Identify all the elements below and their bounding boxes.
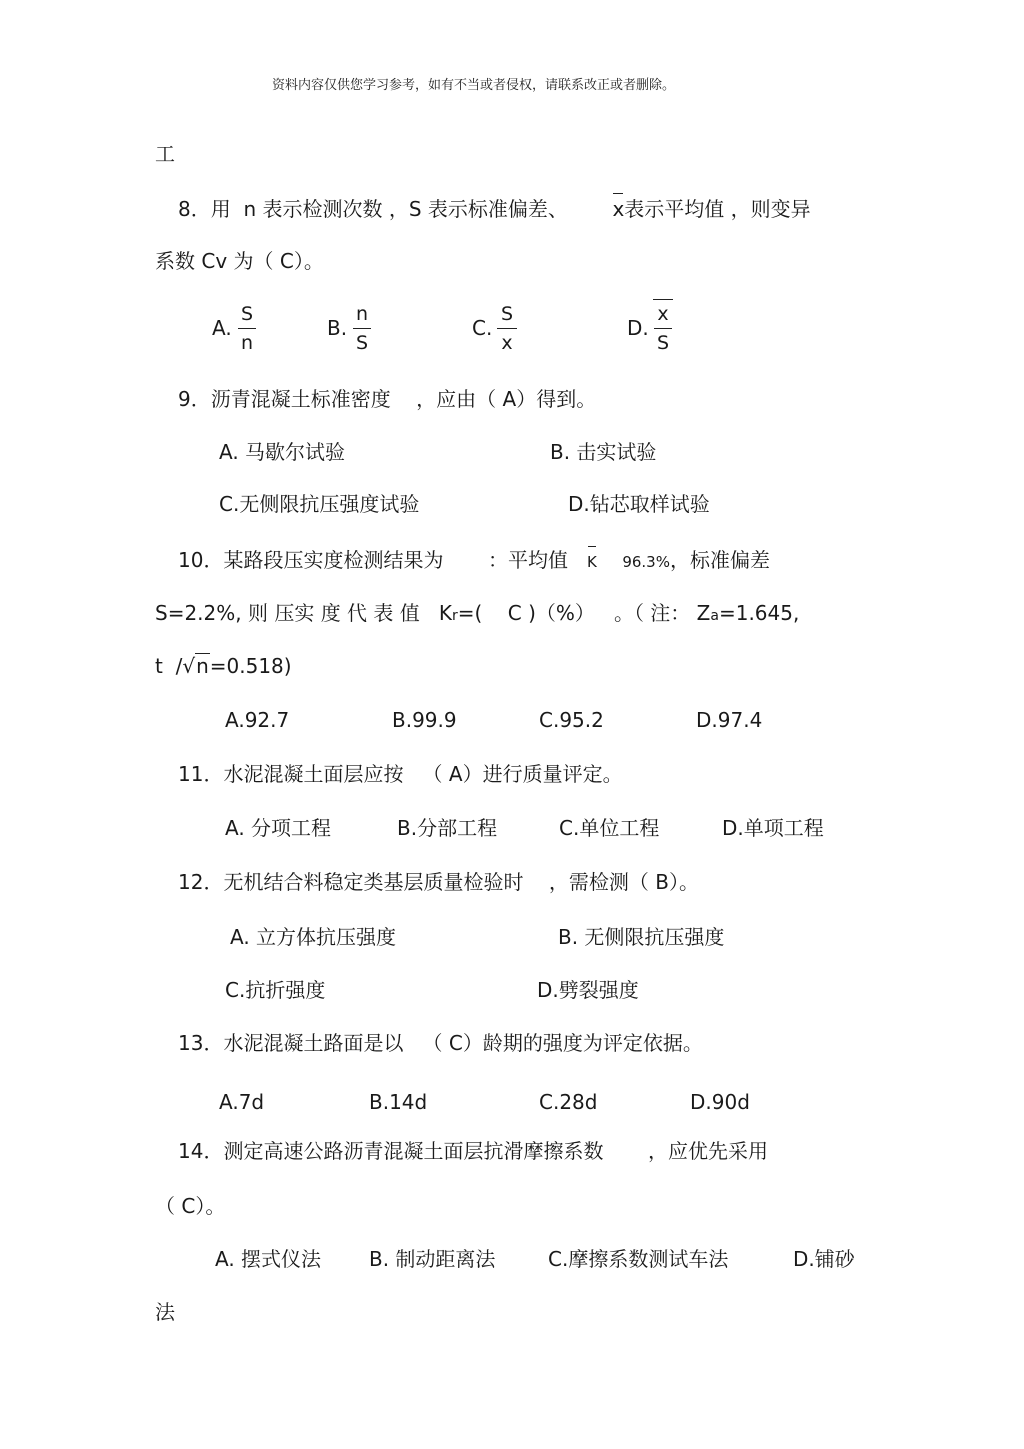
q11-option-d: D.单项工程 (722, 816, 824, 840)
q13-answer: C (448, 1031, 463, 1055)
q13-number: 13． (178, 1031, 224, 1055)
q8-option-c-label: C. (472, 316, 493, 340)
q12-number: 12． (178, 870, 224, 894)
q8-option-a-label: A. (212, 316, 232, 340)
q12-option-c: C.抗折强度 (225, 978, 326, 1002)
q12-option-a: A. 立方体抗压强度 (230, 925, 397, 949)
q9-option-b: B. 击实试验 (550, 440, 657, 464)
q9-number: 9． (178, 387, 211, 411)
q9-option-d: D.钻芯取样试验 (568, 492, 710, 516)
q8-answer: C (279, 249, 294, 273)
q12-answer: B (655, 870, 669, 894)
prev-fragment: 工 (155, 142, 175, 166)
q14-option-d: D.铺砂 (793, 1247, 855, 1271)
q14-option-d-tail: 法 (155, 1300, 175, 1324)
q11-stem: 11．水泥混凝土面层应按 （ A）进行质量评定。 (178, 762, 623, 786)
q9-stem: 9．沥青混凝土标准密度 ，应由（ A）得到。 (178, 387, 597, 411)
q13-option-a: A.7d (219, 1090, 265, 1114)
q9-option-a: A. 马歇尔试验 (219, 440, 346, 464)
q14-option-b: B. 制动距离法 (369, 1247, 496, 1271)
q14-number: 14． (178, 1139, 224, 1163)
q11-number: 11． (178, 762, 224, 786)
q13-option-c: C.28d (539, 1090, 598, 1114)
sqrt-symbol: √ (182, 654, 196, 678)
q10-stem: 10．某路段压实度检测结果为 ：平均值 K 96.3%，标准偏差 (178, 548, 770, 572)
q12-option-d: D.劈裂强度 (537, 978, 639, 1002)
q10-line2: S=2.2%, 则 压实 度 代 表 值 Kr=( C )（%） 。（ 注： Za=1.645, (155, 601, 800, 625)
q8-line1: 8．用 n 表示检测次数 ，S 表示标准偏差、 x表示平均值 ，则变异 (178, 197, 811, 221)
q13-stem: 13．水泥混凝土路面是以 （ C）龄期的强度为评定依据。 (178, 1031, 703, 1055)
q14-option-a: A. 摆式仪法 (215, 1247, 322, 1271)
q8-option-b-label: B. (327, 316, 348, 340)
q8-line2: 系数 Cv 为（ C）。 (155, 249, 324, 273)
k-bar-symbol: K (587, 550, 597, 574)
q14-stem: 14．测定高速公路沥青混凝土面层抗滑摩擦系数 ，应优先采用 (178, 1139, 768, 1163)
q12-stem: 12．无机结合料稳定类基层质量检验时 ，需检测（ B）。 (178, 870, 699, 894)
q11-option-b: B.分部工程 (397, 816, 498, 840)
q9-answer: A (502, 387, 517, 411)
header-note: 资料内容仅供您学习参考，如有不当或者侵权，请联系改正或者删除。 (272, 78, 676, 93)
q9-option-c: C.无侧限抗压强度试验 (219, 492, 420, 516)
q10-option-d: D.97.4 (696, 708, 763, 732)
q8-option-a-fraction: S n (236, 303, 258, 354)
q11-option-a: A. 分项工程 (225, 816, 332, 840)
q13-option-b: B.14d (369, 1090, 428, 1114)
q11-option-c: C.单位工程 (559, 816, 660, 840)
q10-option-b: B.99.9 (392, 708, 457, 732)
q8-option-d-fraction: x S (652, 303, 674, 354)
q14-option-c: C.摩擦系数测试车法 (548, 1247, 729, 1271)
q8-option-d-label: D. (627, 316, 649, 340)
q10-line3: t /√n=0.518) (155, 654, 292, 678)
q11-answer: A (448, 762, 463, 786)
q13-option-d: D.90d (690, 1090, 750, 1114)
q12-option-b: B. 无侧限抗压强度 (558, 925, 725, 949)
q8-option-b-fraction: n S (351, 303, 373, 354)
q10-answer: C (507, 601, 522, 625)
q8-option-c-fraction: S x (496, 303, 518, 354)
q10-number: 10． (178, 548, 224, 572)
x-bar-symbol: x (612, 197, 625, 221)
q10-option-a: A.92.7 (225, 708, 290, 732)
q8-number: 8． (178, 197, 211, 221)
q14-line2: （ C）。 (155, 1194, 226, 1218)
q10-option-c: C.95.2 (539, 708, 604, 732)
